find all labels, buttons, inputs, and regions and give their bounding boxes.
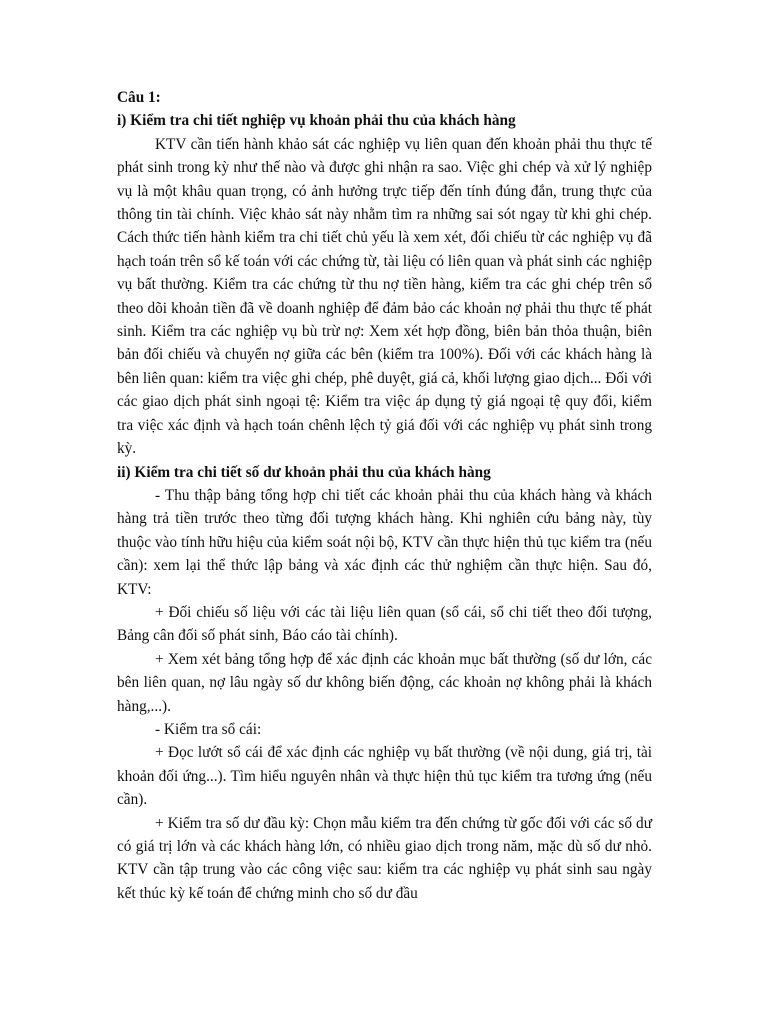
- section-2-paragraph-3: + Xem xét bảng tổng hợp để xác định các khoản mục bất thường (số dư lớn, các bên liên quan, nợ lâu ngày số dư không biến động, các khoản nợ không phải là khách hàng,...).: [117, 650, 652, 715]
- section-2-paragraph-4: - Kiểm tra sổ cái:: [155, 720, 262, 738]
- section-2-paragraph-2: + Đối chiếu số liệu với các tài liệu liên quan (sổ cái, sổ chi tiết theo đối tượng, Bảng cân đối số phát sinh, Báo cáo tài chính).: [117, 603, 652, 645]
- question-label: Câu 1:: [117, 89, 161, 106]
- section-2-paragraph-6: + Kiểm tra số dư đầu kỳ: Chọn mẫu kiểm tra đến chứng từ gốc đối với các số dư có giá trị lớn và các khách hàng lớn, có nhiều giao dịch trong năm, mặc dù số dư nhỏ. KTV cần tập trung vào các công việc sau: kiểm tra các nghiệp vụ phát sinh sau ngày kết thúc kỳ kế toán để chứng minh cho số dư đầu: [117, 814, 652, 902]
- document-page: [117, 86, 652, 905]
- section-2-paragraph-5: + Đọc lướt sổ cái để xác định các nghiệp vụ bất thường (về nội dung, giá trị, tài khoản đối ứng...). Tìm hiểu nguyên nhân và thực hiện thủ tục kiểm tra tương ứng (nếu cần).: [117, 744, 652, 809]
- section-2-title: ii) Kiểm tra chi tiết số dư khoản phải thu của khách hàng: [117, 463, 491, 481]
- section-2-paragraph-1: - Thu thập bảng tổng hợp chi tiết các khoản phải thu của khách hàng và khách hàng trả tiền trước theo từng đối tượng khách hàng. Khi nghiên cứu bảng này, tùy thuộc vào tính hữu hiệu của kiểm soát nội bộ, KTV cần thực hiện thủ tục kiểm tra (nếu cần): xem lại thể thức lập bảng và xác định các thử nghiệm cần thực hiện. Sau đó, KTV:: [117, 486, 652, 598]
- section-1-paragraph: KTV cần tiến hành khảo sát các nghiệp vụ liên quan đến khoản phải thu thực tế phát sinh trong kỳ như thế nào và được ghi nhận ra sao. Việc ghi chép và xử lý nghiệp vụ là một khâu quan trọng, có ảnh hưởng trực tiếp đến tính đúng đắn, trung thực của thông tin tài chính. Việc khảo sát này nhằm tìm ra những sai sót ngay từ khi ghi chép. Cách thức tiến hành kiểm tra chi tiết chủ yếu là xem xét, đối chiếu từ các nghiệp vụ đã hạch toán trên sổ kế toán với các chứng từ, tài liệu có liên quan và phát sinh các nghiệp vụ bất thường. Kiểm tra các chứng từ thu nợ tiền hàng, kiểm tra các ghi chép trên sổ theo dõi khoản tiền đã về doanh nghiệp để đảm bảo các khoản nợ phải thu thực tế phát sinh. Kiểm tra các nghiệp vụ bù trừ nợ: Xem xét hợp đồng, biên bản thỏa thuận, biên bản đối chiếu và chuyển nợ giữa các bên (kiểm tra 100%). Đối với các khách hàng là bên liên quan: kiểm tra việc ghi chép, phê duyệt, giá cả, khối lượng giao dịch... Đối với các giao dịch phát sinh ngoại tệ: Kiểm tra việc áp dụng tỷ giá ngoại tệ quy đổi, kiểm tra việc xác định và hạch toán chênh lệch tỷ giá đối với các nghiệp vụ phát sinh trong kỳ.: [117, 135, 652, 458]
- section-1-title: i) Kiểm tra chi tiết nghiệp vụ khoản phải thu của khách hàng: [117, 112, 516, 130]
